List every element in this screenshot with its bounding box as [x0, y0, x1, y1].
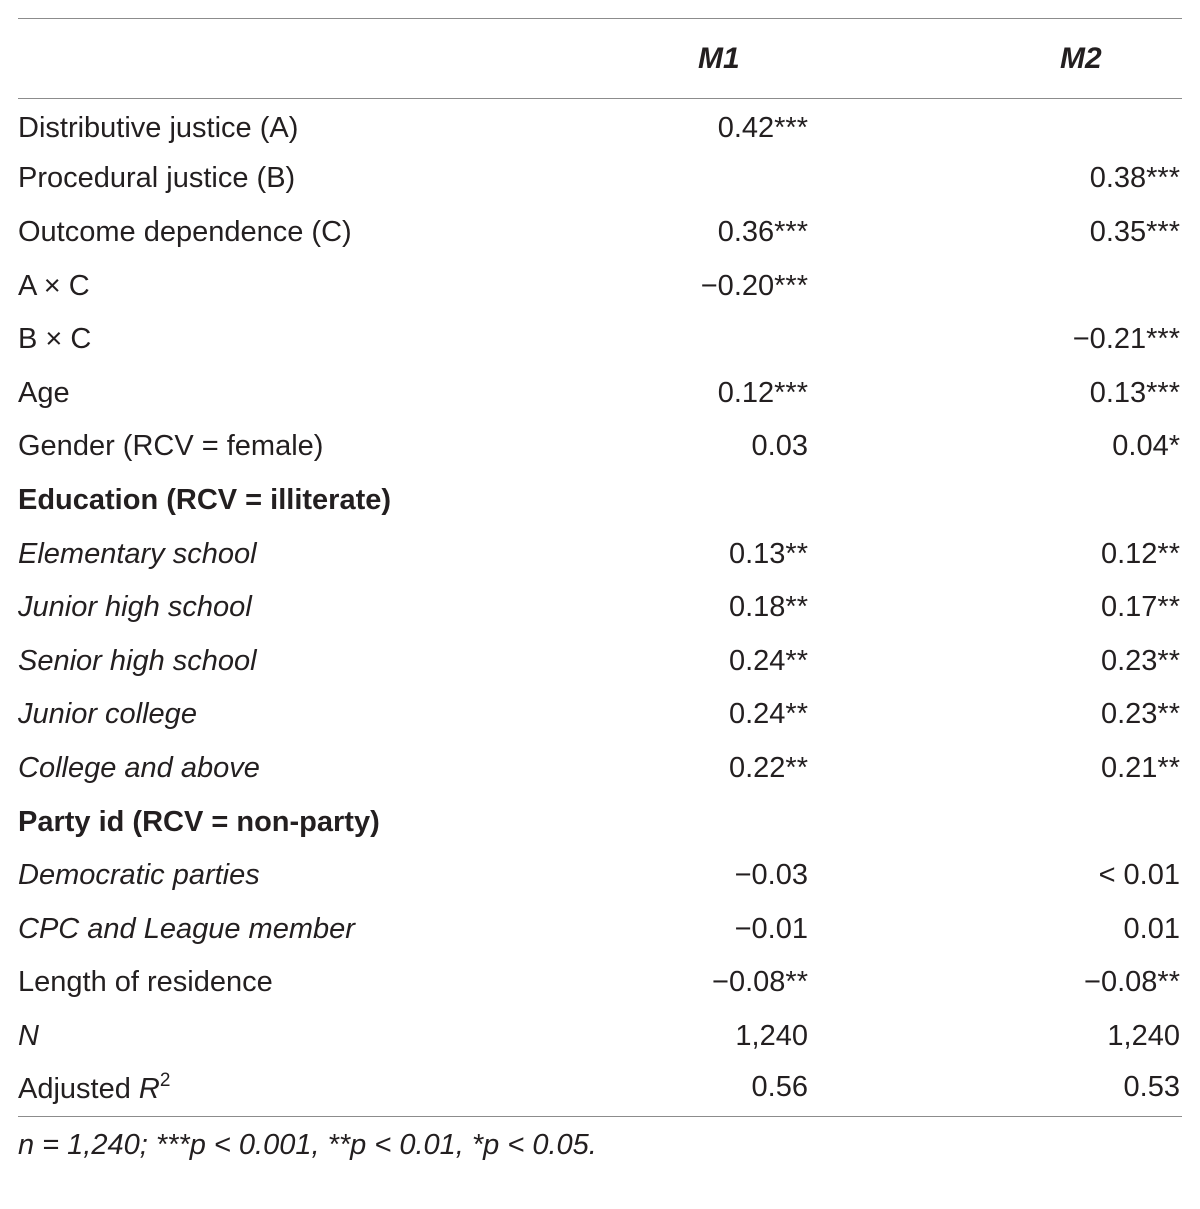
m1-value: 0.42*** [717, 112, 808, 145]
table-row [18, 99, 1182, 153]
table-footnote: n = 1,240; ***p < 0.001, **p < 0.01, *p < 0.05. [18, 1129, 597, 1162]
table-row [18, 420, 1182, 474]
m1-value: −0.01 [734, 912, 808, 945]
header-label-cell [18, 19, 678, 99]
table-row [18, 634, 1182, 688]
m2-value: 0.01 [1123, 912, 1180, 945]
m2-value: −0.21*** [1072, 323, 1180, 356]
table-row [18, 206, 1182, 260]
m1-value: 0.12*** [717, 376, 808, 409]
m1-value: 0.13** [728, 537, 808, 570]
m2-value: 0.38*** [1089, 162, 1180, 195]
m1-value: 0.56 [751, 1071, 808, 1104]
table-row [18, 313, 1182, 367]
table-row [18, 902, 1182, 956]
table-row [18, 688, 1182, 742]
row-label: Procedural justice (B) [18, 162, 296, 195]
regression-table-container [18, 18, 1182, 1162]
row-label: CPC and League member [18, 912, 355, 945]
table-row [18, 795, 1182, 849]
m2-value: 0.12** [1100, 537, 1180, 570]
table-row [18, 259, 1182, 313]
table-body [18, 99, 1182, 1117]
m1-value: −0.20*** [700, 269, 808, 302]
header-m1: M1 [698, 41, 740, 75]
m2-value: 0.04* [1112, 430, 1180, 463]
table-row [18, 152, 1182, 206]
table-row [18, 1010, 1182, 1064]
table-row [18, 1063, 1182, 1117]
m2-value: 0.17** [1100, 591, 1180, 624]
table-header-row [18, 19, 1182, 99]
row-label: Junior college [18, 698, 197, 731]
m1-value: 0.24** [728, 698, 808, 731]
row-label: Junior high school [18, 591, 252, 624]
m2-value: 1,240 [1107, 1019, 1180, 1052]
m2-value: 0.35*** [1089, 215, 1180, 248]
m2-value: 0.21** [1100, 751, 1180, 784]
m1-value: 0.36*** [717, 215, 808, 248]
row-label [18, 1063, 678, 1117]
m2-value: 0.13*** [1089, 376, 1180, 409]
m2-value: −0.08** [1084, 966, 1180, 999]
table-row [18, 742, 1182, 796]
m1-value: 0.22** [728, 751, 808, 784]
row-label: Education (RCV = illiterate) [18, 483, 392, 516]
table-row [18, 581, 1182, 635]
row-label: Gender (RCV = female) [18, 430, 324, 463]
row-label-text: Adjusted R [18, 1072, 160, 1105]
row-label: Outcome dependence (C) [18, 215, 352, 248]
row-label: Party id (RCV = non-party) [18, 805, 380, 838]
m2-value: 0.53 [1123, 1071, 1180, 1104]
m2-value: 0.23** [1100, 698, 1180, 731]
row-label: Elementary school [18, 537, 257, 570]
m1-value: −0.08** [712, 966, 808, 999]
row-label: Senior high school [18, 644, 257, 677]
table-row [18, 849, 1182, 903]
table-row [18, 956, 1182, 1010]
row-label: Distributive justice (A) [18, 112, 299, 145]
m1-value: 1,240 [735, 1019, 808, 1052]
table-row [18, 474, 1182, 528]
row-label: Democratic parties [18, 859, 260, 892]
row-label: College and above [18, 751, 260, 784]
header-m2: M2 [1060, 41, 1102, 75]
m1-value: −0.03 [734, 859, 808, 892]
table-row [18, 366, 1182, 420]
m2-value: 0.23** [1100, 644, 1180, 677]
regression-table [18, 18, 1182, 1117]
m1-value: 0.18** [728, 591, 808, 624]
table-row [18, 527, 1182, 581]
m1-value: 0.03 [751, 430, 808, 463]
row-label: B × C [18, 323, 92, 356]
row-label-superscript: 2 [159, 1069, 171, 1091]
row-label: A × C [18, 269, 90, 302]
row-label: Age [18, 376, 70, 409]
m2-value: < 0.01 [1098, 859, 1180, 892]
row-label: Length of residence [18, 966, 273, 999]
m1-value: 0.24** [728, 644, 808, 677]
row-label: N [18, 1019, 39, 1052]
